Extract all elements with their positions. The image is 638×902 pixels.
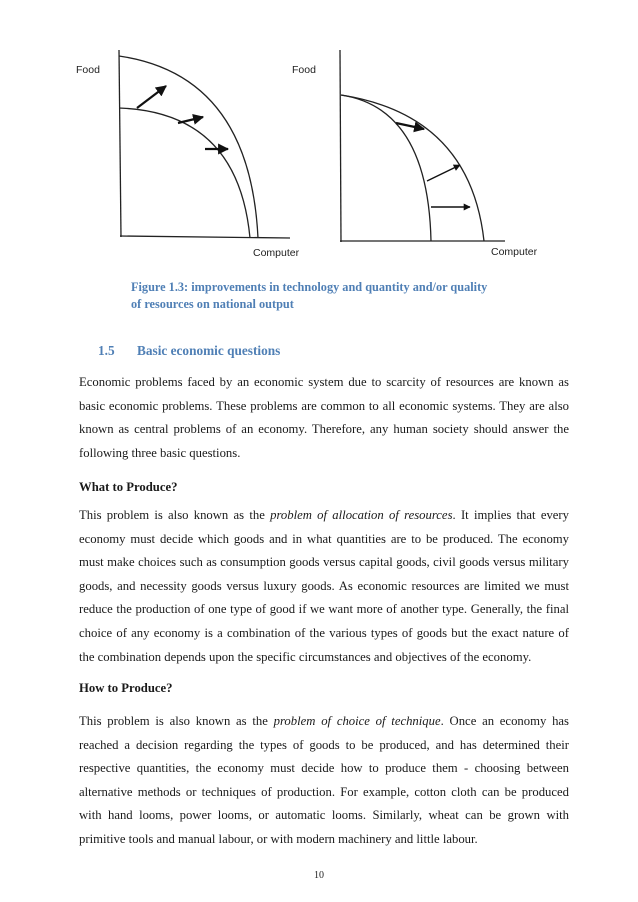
how-to-produce-heading: How to Produce? (79, 681, 173, 695)
right-ppf-panel (340, 50, 505, 242)
what-emphasis: problem of allocation of resources (270, 508, 453, 522)
left-y-axis-label: Food (76, 64, 100, 76)
figure-caption (131, 279, 531, 313)
what-to-produce-paragraph (79, 504, 569, 669)
right-y-axis-label: Food (292, 64, 316, 76)
how-to-produce-paragraph (79, 710, 569, 852)
how-text-before: This problem is also known as the (79, 714, 274, 728)
how-text-after: . Once an economy has reached a decision regarding the types of goods to be produced, and has determined their respective quantities, the economy must decide how to produce them - choosing between alternative methods or techniques of production. For example, cotton cloth can be produced with hand looms, power looms, or automatic looms. Similarly, wheat can be grown with primitive tools and manual labour, or with modern machinery and little labour. (79, 714, 569, 846)
page-number: 10 (314, 870, 324, 881)
section-number: 1.5 (98, 343, 115, 358)
section-title: Basic economic questions (137, 343, 281, 358)
left-shift-arrow-1 (137, 86, 166, 108)
intro-paragraph (79, 371, 569, 465)
what-text-before: This problem is also known as the (79, 508, 271, 522)
left-x-axis-label: Computer (253, 247, 300, 259)
right-shift-arrow-2 (427, 165, 460, 181)
what-text-after: . It implies that every economy must decide which goods and in what quantities are to be produced. The economy must make choices such as consumption goods versus capital goods, civil goods versus military goods, and necessity goods versus luxury goods. As economic resources are limited we must reduce the production of one type of good if we want more of another type. Generally, the final choice of any economy is a combination of the various types of goods but the exact nature of the combination depends upon the specific circumstances and objectives of the economy. (79, 508, 569, 664)
left-y-axis (119, 50, 121, 237)
right-x-axis-label: Computer (491, 246, 538, 258)
figure-caption-line-1: Figure 1.3: improvements in technology and quantity and/or quality (131, 280, 488, 294)
left-shift-arrow-2 (178, 117, 203, 123)
section-heading (98, 343, 280, 359)
how-emphasis: problem of choice of technique (273, 714, 441, 728)
what-to-produce-heading: What to Produce? (79, 480, 178, 494)
figure-caption-line-2: of resources on national output (131, 297, 294, 311)
right-ppf-inner-curve (341, 95, 431, 241)
left-ppf-panel (119, 50, 290, 238)
ppf-figure (0, 0, 638, 270)
left-x-axis (120, 236, 290, 238)
left-ppf-outer-curve (119, 56, 258, 238)
intro-paragraph-text: Economic problems faced by an economic system due to scarcity of resources are known as basic economic problems. These problems are common to all economic systems. They are also known as central problems of an economy. Therefore, any human society should answer the following three basic questions. (79, 375, 569, 460)
right-y-axis (340, 50, 341, 242)
right-ppf-outer-curve (341, 95, 484, 241)
